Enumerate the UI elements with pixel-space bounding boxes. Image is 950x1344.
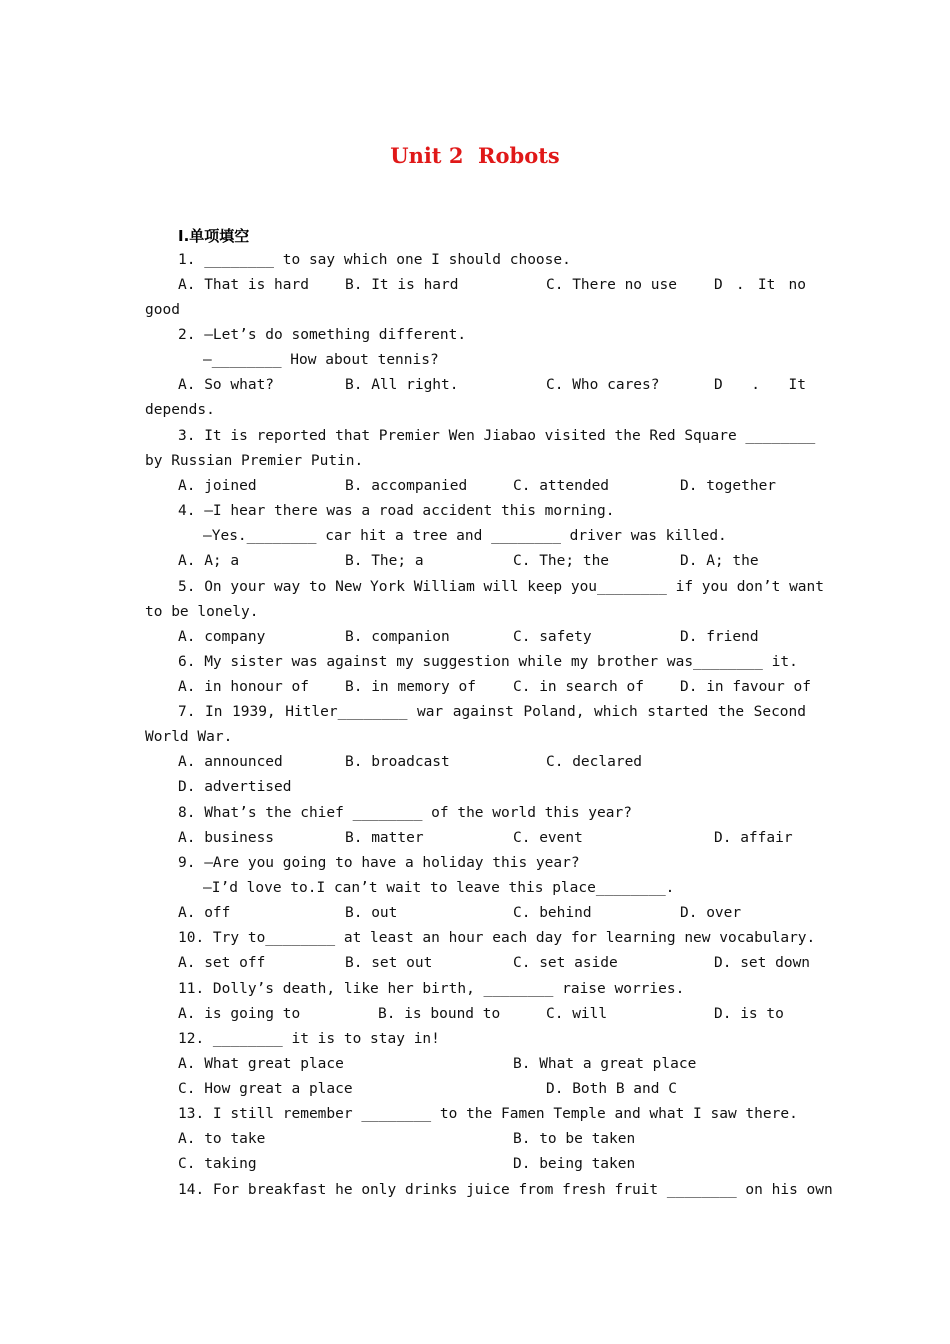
question-8-stem: 8. What’s the chief ________ of the world this year? [178,805,632,821]
q2-option-d: D . It [714,377,806,393]
q1-option-d-cont: good [145,302,180,318]
q9-option-b: B. out [345,905,398,921]
q1-option-d: D . It no [714,277,806,293]
question-13-stem: 13. I still remember ________ to the Famen Temple and what I saw there. [178,1106,798,1122]
q9-option-d: D. over [680,905,742,921]
question-1-stem: 1. ________ to say which one I should choose. [178,252,571,268]
q8-option-c: C. event [513,830,583,846]
q1-option-b: B. It is hard [345,277,459,293]
q7-option-b: B. broadcast [345,754,450,770]
q4-option-d: D. A; the [680,553,759,569]
q13-option-b: B. to be taken [513,1131,636,1147]
q11-option-b: B. is bound to [378,1006,501,1022]
q6-option-b: B. in memory of [345,679,476,695]
q8-option-b: B. matter [345,830,424,846]
q11-option-c: C. will [546,1006,608,1022]
question-2-stem: 2. —Let’s do something different. [178,327,467,343]
q3-option-d: D. together [680,478,777,494]
question-10-stem: 10. Try to________ at least an hour each day for learning new vocabulary. [178,930,816,946]
q12-option-d: D. Both B and C [546,1081,677,1097]
q5-option-c: C. safety [513,629,592,645]
q2-option-c: C. Who cares? [546,377,660,393]
question-3-stem-cont: by Russian Premier Putin. [145,453,364,469]
q13-option-d: D. being taken [513,1156,636,1172]
q2-option-d-cont: depends. [145,402,215,418]
q4-option-a: A. A; a [178,553,240,569]
q12-option-c: C. How great a place [178,1081,353,1097]
q2-option-b: B. All right. [345,377,459,393]
q12-option-b: B. What a great place [513,1056,697,1072]
q2-option-a: A. So what? [178,377,275,393]
question-4-stem: 4. —I hear there was a road accident this morning. [178,503,615,519]
q10-option-d: D. set down [714,955,811,971]
q10-option-a: A. set off [178,955,266,971]
q8-option-a: A. business [178,830,275,846]
question-4-reply: —Yes.________ car hit a tree and ________ driver was killed. [203,528,727,544]
q1-option-a: A. That is hard [178,277,309,293]
q4-option-c: C. The; the [513,553,610,569]
q8-option-d: D. affair [714,830,793,846]
question-9-stem: 9. —Are you going to have a holiday this year? [178,855,580,871]
q3-option-b: B. accompanied [345,478,468,494]
q6-option-c: C. in search of [513,679,644,695]
q5-option-b: B. companion [345,629,450,645]
question-3-stem: 3. It is reported that Premier Wen Jiabao visited the Red Square ________ [178,428,816,444]
q4-option-b: B. The; a [345,553,424,569]
section-heading: Ⅰ.单项填空 [178,227,250,245]
q12-option-a: A. What great place [178,1056,344,1072]
question-7-stem: 7. In 1939, Hitler________ war against Poland, which started the Second [178,704,806,720]
q3-option-c: C. attended [513,478,610,494]
q11-option-d: D. is to [714,1006,784,1022]
q6-option-d: D. in favour of [680,679,811,695]
q5-option-a: A. company [178,629,266,645]
question-14-stem: 14. For breakfast he only drinks juice from fresh fruit ________ on his own [178,1182,833,1198]
q11-option-a: A. is going to [178,1006,301,1022]
q5-option-d: D. friend [680,629,759,645]
q7-option-a: A. announced [178,754,283,770]
q10-option-c: C. set aside [513,955,618,971]
question-5-stem-cont: to be lonely. [145,604,259,620]
question-6-stem: 6. My sister was against my suggestion while my brother was________ it. [178,654,798,670]
question-11-stem: 11. Dolly’s death, like her birth, ________ raise worries. [178,981,685,997]
q10-option-b: B. set out [345,955,433,971]
question-5-stem: 5. On your way to New York William will keep you________ if you don’t want [178,579,825,595]
question-7-stem-cont: World War. [145,729,233,745]
question-9-reply: —I’d love to.I can’t wait to leave this place________. [203,880,675,896]
question-2-reply: —________ How about tennis? [203,352,439,368]
q13-option-a: A. to take [178,1131,266,1147]
q6-option-a: A. in honour of [178,679,309,695]
q7-option-c: C. declared [546,754,643,770]
question-12-stem: 12. ________ it is to stay in! [178,1031,440,1047]
q1-option-c: C. There no use [546,277,677,293]
q7-option-d: D. advertised [178,779,292,795]
q3-option-a: A. joined [178,478,257,494]
q9-option-c: C. behind [513,905,592,921]
page-title: Unit 2 Robots [390,143,560,168]
q13-option-c: C. taking [178,1156,257,1172]
q9-option-a: A. off [178,905,231,921]
